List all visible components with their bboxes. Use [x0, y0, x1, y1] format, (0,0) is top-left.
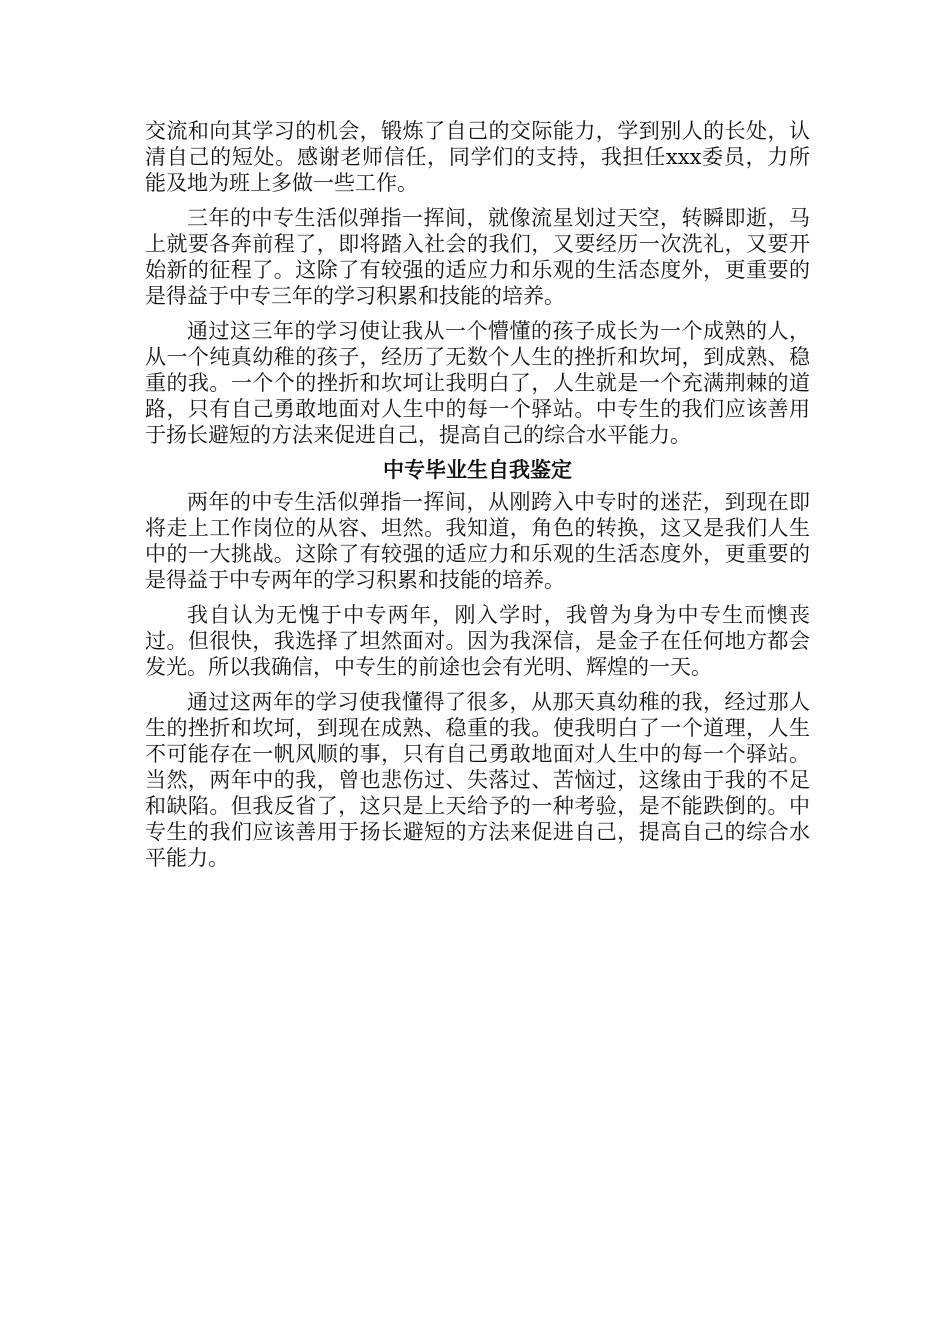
paragraph-1: 交流和向其学习的机会，锻炼了自己的交际能力，学到别人的长处，认清自己的短处。感谢老师信任，同学们的支持，我担任xxx委员，力所能及地为班上多做一些工作。: [145, 119, 810, 195]
document-page: [145, 118, 810, 880]
paragraph-5: 我自认为无愧于中专两年，刚入学时，我曾为身为中专生而懊丧过。但很快，我选择了坦然面对。因为我深信，是金子在任何地方都会发光。所以我确信，中专生的前途也会有光明、辉煌的一天。: [145, 603, 810, 679]
section-heading: 中专毕业生自我鉴定: [383, 457, 572, 482]
paragraph-6: 通过这两年的学习使我懂得了很多，从那天真幼稚的我，经过那人生的挫折和坎坷，到现在成熟、稳重的我。使我明白了一个道理，人生不可能存在一帆风顺的事，只有自己勇敢地面对人生中的每一个驿站。当然，两年中的我，曾也悲伤过、失落过、苦恼过，这缘由于我的不足和缺陷。但我反省了，这只是上天给予的一种考验，是不能跌倒的。中专生的我们应该善用于扬长避短的方法来促进自己，提高自己的综合水平能力。: [145, 690, 810, 870]
paragraph-4: 两年的中专生活似弹指一挥间，从刚跨入中专时的迷茫，到现在即将走上工作岗位的从容、坦然。我知道，角色的转换，这又是我们人生中的一大挑战。这除了有较强的适应力和乐观的生活态度外，更重要的是得益于中专两年的学习积累和技能的培养。: [145, 490, 810, 592]
paragraph-2: 三年的中专生活似弹指一挥间，就像流星划过天空，转瞬即逝，马上就要各奔前程了，即将踏入社会的我们，又要经历一次洗礼，又要开始新的征程了。这除了有较强的适应力和乐观的生活态度外，更重要的是得益于中专三年的学习积累和技能的培养。: [145, 206, 810, 308]
paragraph-3: 通过这三年的学习使让我从一个懵懂的孩子成长为一个成熟的人，从一个纯真幼稚的孩子，经历了无数个人生的挫折和坎坷，到成熟、稳重的我。一个个的挫折和坎坷让我明白了，人生就是一个充满荆棘的道路，只有自己勇敢地面对人生中的每一个驿站。中专生的我们应该善用于扬长避短的方法来促进自己，提高自己的综合水平能力。: [145, 319, 810, 447]
